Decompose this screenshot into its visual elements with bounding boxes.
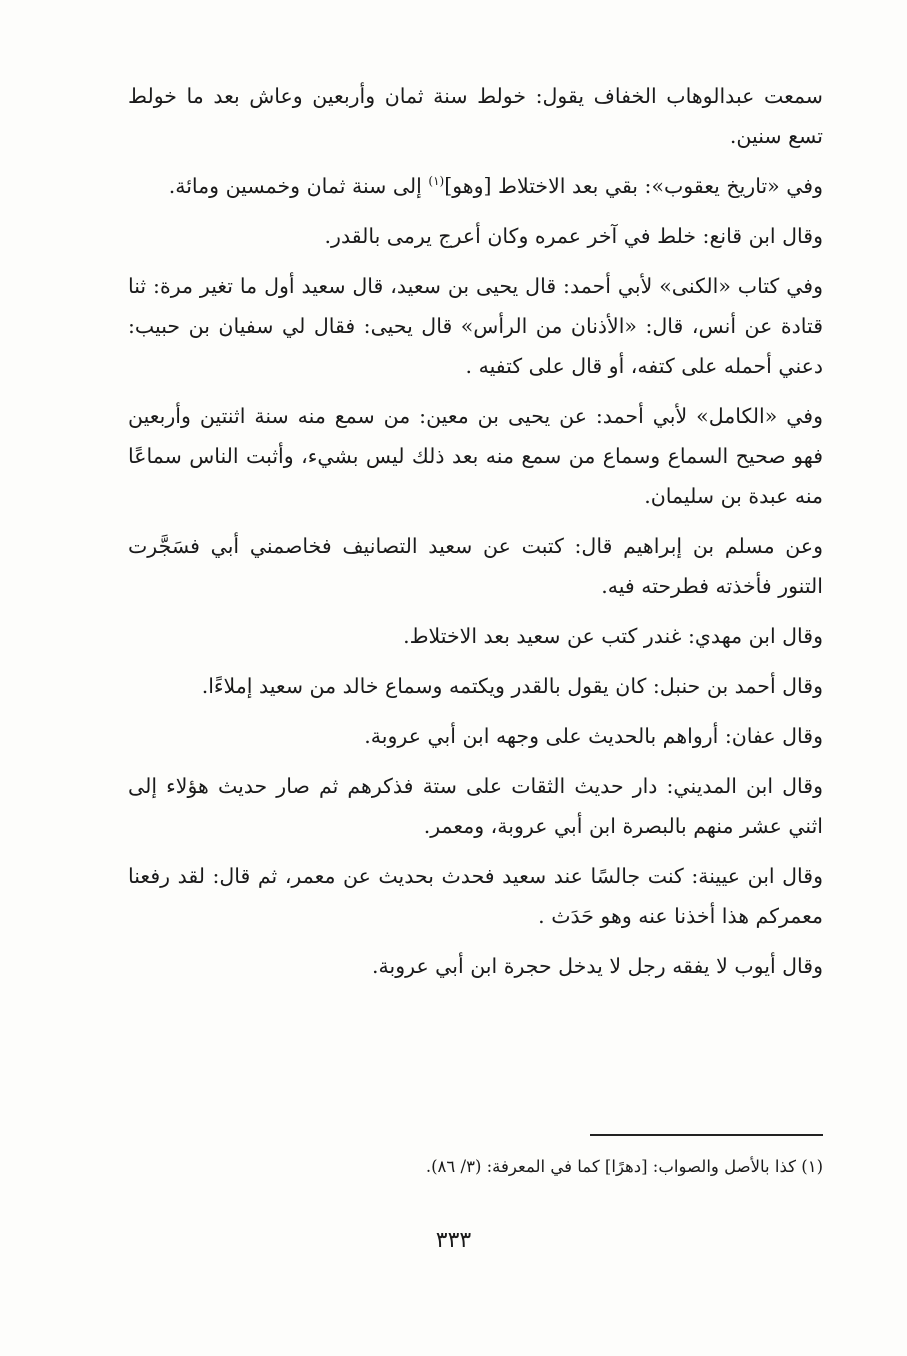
paragraph-tarikh-yaqub bbox=[128, 166, 823, 206]
paragraph-tarikh-yaqub-text: وفي «تاريخ يعقوب»: بقي بعد الاختلاط [وهو] bbox=[444, 174, 823, 198]
paragraph-khawlit: سمعت عبدالوهاب الخفاف يقول: خولط سنة ثمان وأربعين وعاش بعد ما خولط تسع سنين. bbox=[128, 84, 823, 148]
footnote: (١) كذا بالأصل والصواب: [دهرًا] كما في المعرفة: (٣/ ٨٦). bbox=[425, 1157, 823, 1176]
paragraph-affan: وقال عفان: أرواهم بالحديث على وجهه ابن أبي عروبة. bbox=[364, 724, 823, 748]
paragraph-ahmad-ibn-hanbal: وقال أحمد بن حنبل: كان يقول بالقدر ويكتمه وسماع خالد من سعيد إملاءًا. bbox=[201, 674, 823, 698]
paragraph-muslim-ibn-ibrahim: وعن مسلم بن إبراهيم قال: كتبت عن سعيد التصانيف فخاصمني أبي فسَجَّرت التنور فأخذته فطرحته فيه. bbox=[128, 534, 823, 598]
paragraph-ibn-mahdi: وقال ابن مهدي: غندر كتب عن سعيد بعد الاختلاط. bbox=[403, 624, 823, 648]
paragraph-al-kamil: وفي «الكامل» لأبي أحمد: عن يحيى بن معين: من سمع منه سنة اثنتين وأربعين فهو صحيح السماع وسماع من سمع منه بعد ذلك ليس بشيء، وأثبت الناس سماعًا منه عبدة بن سليمان. bbox=[128, 404, 823, 508]
footnote-reference-marker: (١) bbox=[428, 174, 445, 189]
paragraph-ibn-al-madini: وقال ابن المديني: دار حديث الثقات على ستة فذكرهم ثم صار حديث هؤلاء إلى اثني عشر منهم بالبصرة ابن أبي عروبة، ومعمر. bbox=[128, 774, 823, 838]
page-number: ٣٣٣ bbox=[435, 1228, 472, 1253]
footnote-divider bbox=[590, 1134, 823, 1136]
main-text bbox=[128, 76, 823, 996]
paragraph-ibn-uyayna: وقال ابن عيينة: كنت جالسًا عند سعيد فحدث بحديث عن معمر، ثم قال: لقد رفعنا معمركم هذا أخذنا عنه وهو حَدَث . bbox=[128, 864, 823, 928]
paragraph-tarikh-yaqub-tail: إلى سنة ثمان وخمسين ومائة. bbox=[168, 174, 429, 198]
paragraph-ayyub: وقال أيوب لا يفقه رجل لا يدخل حجرة ابن أبي عروبة. bbox=[372, 954, 823, 978]
paragraph-ibn-qani: وقال ابن قانع: خلط في آخر عمره وكان أعرج يرمى بالقدر. bbox=[324, 224, 823, 248]
paragraph-kitab-al-kuna: وفي كتاب «الكنى» لأبي أحمد: قال يحيى بن سعيد، قال سعيد أول ما تغير مرة: ثنا قتادة عن أنس، قال: «الأذنان من الرأس» قال يحيى: فقال لي سفيان بن حبيب: دعني أحمله على كتفه، أو قال على كتفيه . bbox=[128, 274, 823, 378]
